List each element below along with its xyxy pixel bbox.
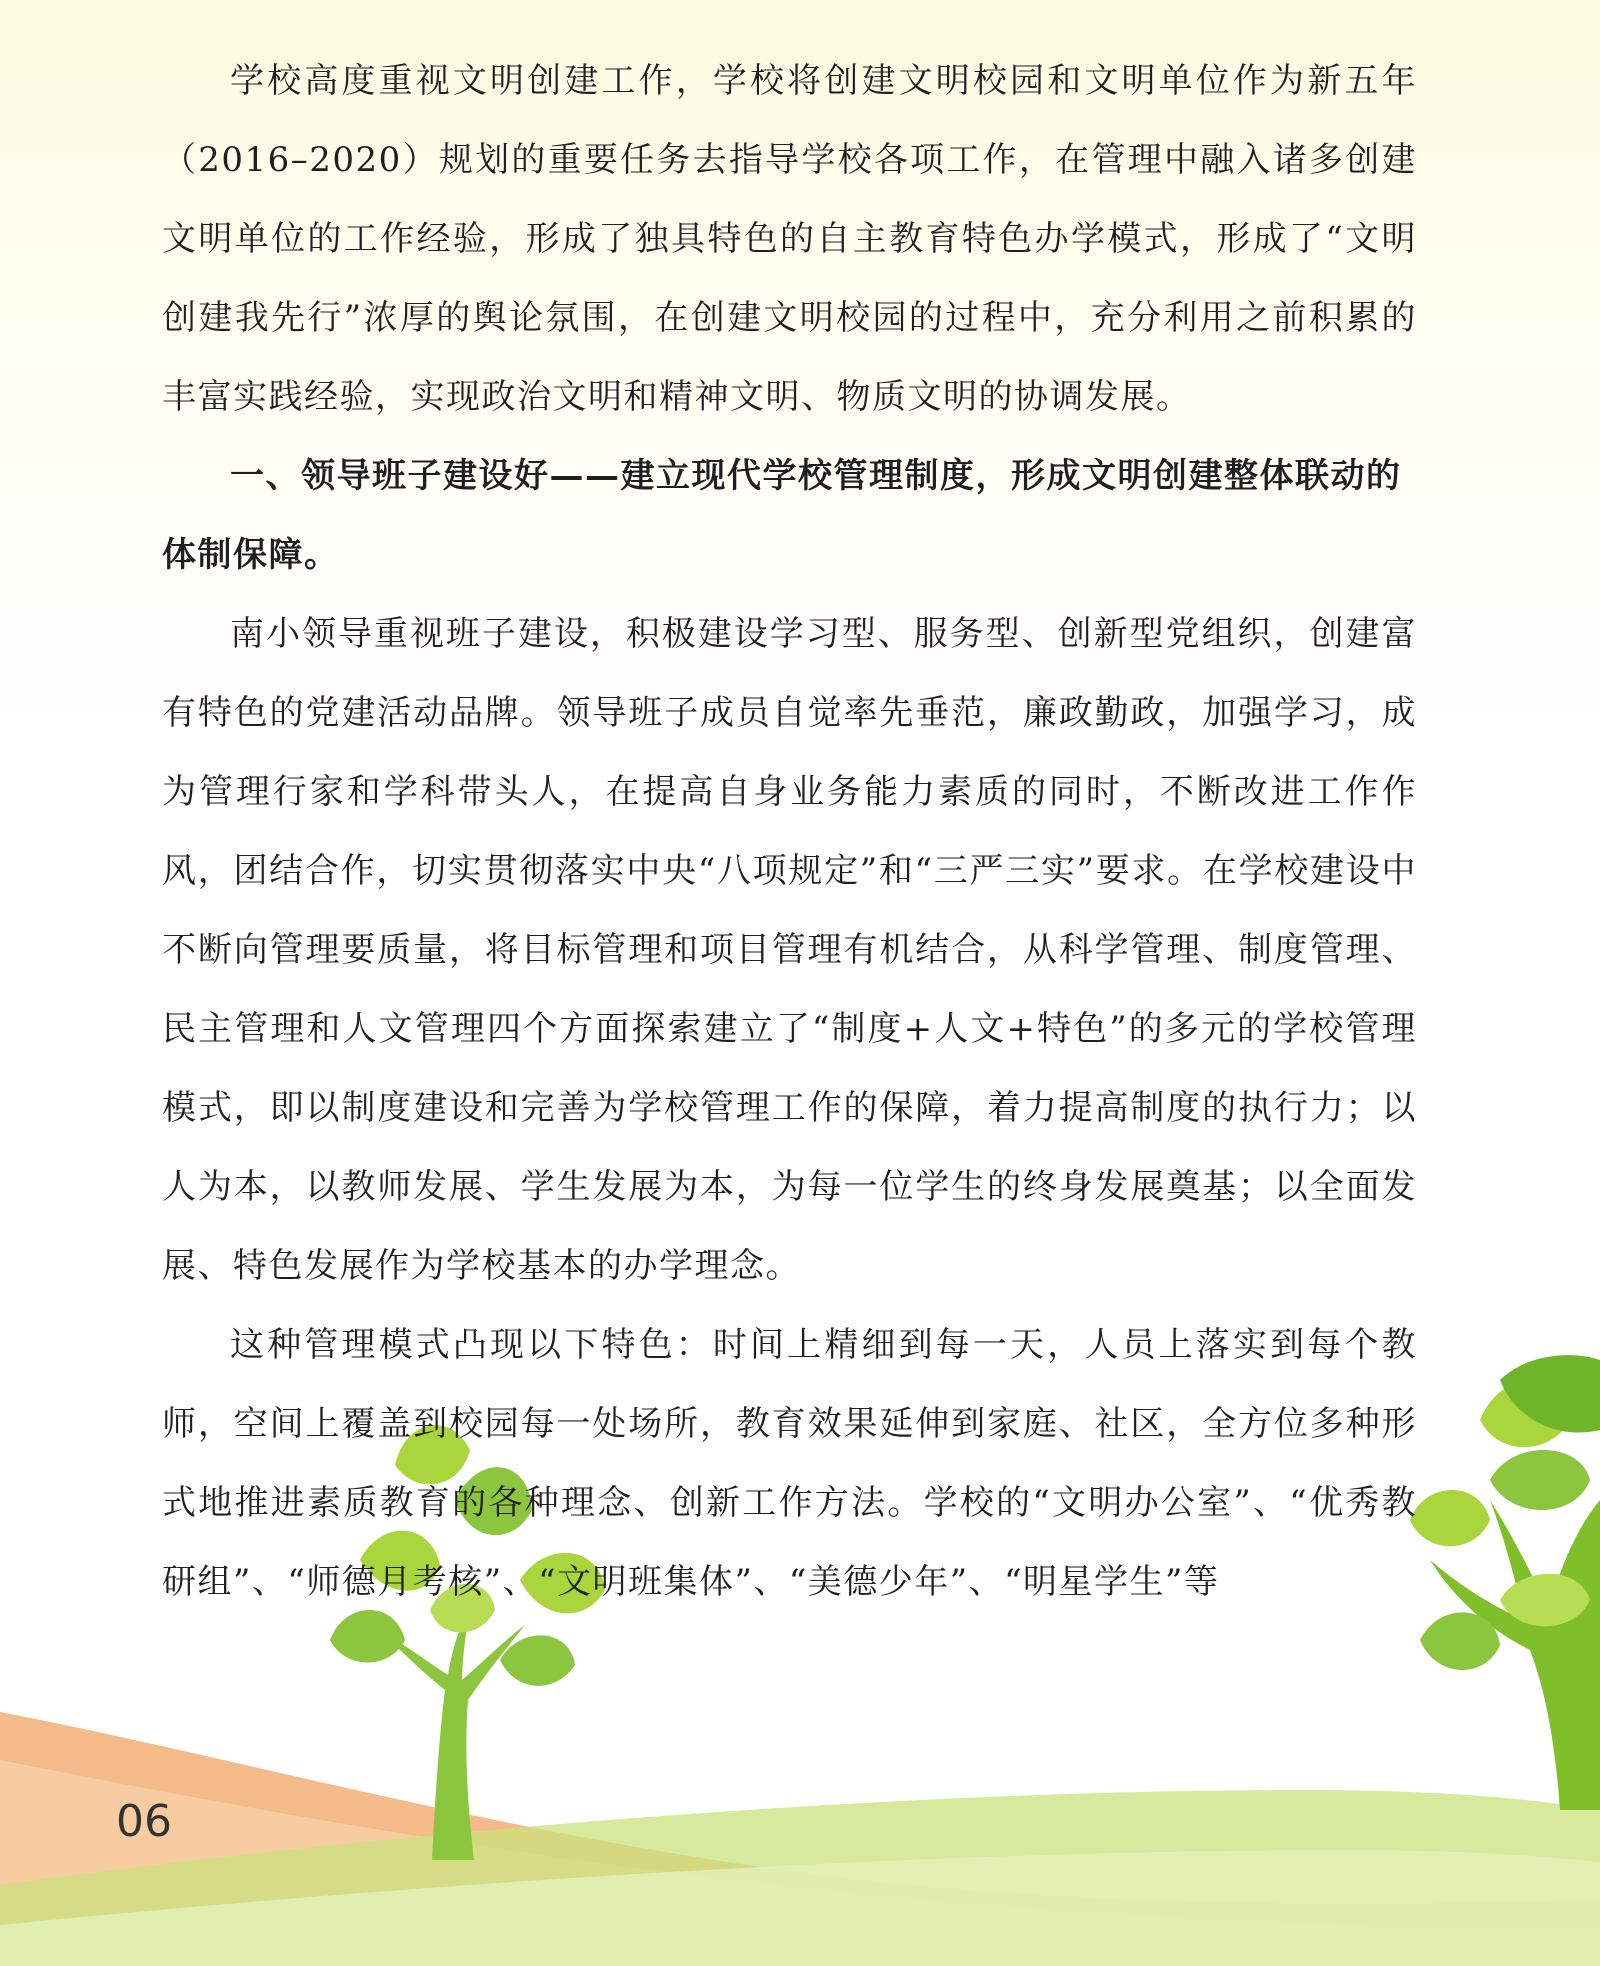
large-tree-illustration [1410,1355,1600,1810]
page-number: 06 [116,1796,172,1847]
paragraph-intro: 学校高度重视文明创建工作，学校将创建文明校园和文明单位作为新五年（2016–2020）规划的重要任务去指导学校各项工作，在管理中融入诸多创建文明单位的工作经验，形成了独具特色的自主教育特色办学模式，形成了“文明创建我先行”浓厚的舆论氛围，在创建文明校园的过程中，充分利用之前积累的丰富实践经验，实现政治文明和精神文明、物质文明的协调发展。 [162,61,1417,417]
section-heading: 一、领导班子建设好——建立现代学校管理制度，形成文明创建整体联动的体制保障。 [162,456,1402,575]
paragraph-management-features: 这种管理模式凸现以下特色：时间上精细到每一天，人员上落实到每个教师，空间上覆盖到校园每一处场所，教育效果延伸到家庭、社区，全方位多种形式地推进素质教育的各种理念、创新工作方法。学校的“文明办公室”、“优秀教研组”、“师德月考核”、“文明班集体”、“美德少年”、“明星学生”等 [162,1325,1417,1602]
paragraph-leadership: 南小领导重视班子建设，积极建设学习型、服务型、创新型党组织，创建富有特色的党建活动品牌。领导班子成员自觉率先垂范，廉政勤政，加强学习，成为管理行家和学科带头人，在提高自身业务能力素质的同时，不断改进工作作风，团结合作，切实贯彻落实中央“八项规定”和“三严三实”要求。在学校建设中不断向管理要质量，将目标管理和项目管理有机结合，从科学管理、制度管理、民主管理和人文管理四个方面探索建立了“制度+人文+特色”的多元的学校管理模式，即以制度建设和完善为学校管理工作的保障，着力提高制度的执行力；以人为本，以教师发展、学生发展为本，为每一位学生的终身发展奠基；以全面发展、特色发展作为学校基本的办学理念。 [162,614,1417,1286]
article-body [162,42,1417,1622]
